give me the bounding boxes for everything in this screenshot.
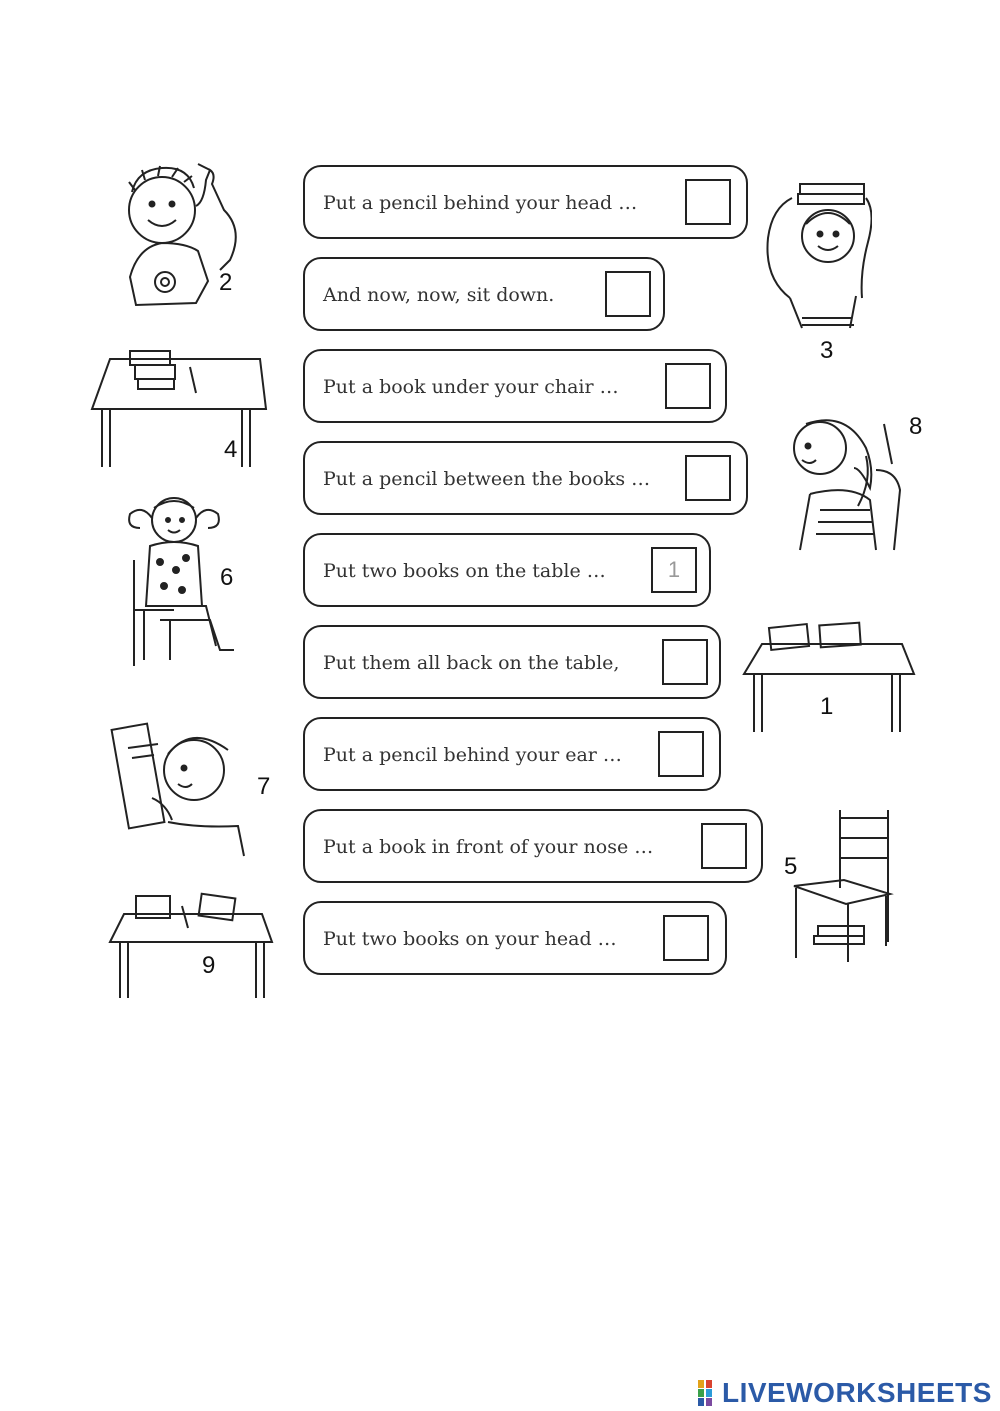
- sentence-text: Put two books on the table …: [323, 560, 606, 582]
- logo-text: LIVEWORKSHEETS: [722, 1377, 992, 1408]
- picture-number: 4: [224, 436, 238, 463]
- boy-pencil-head-illustration: [110, 162, 260, 307]
- sentence-text: Put a pencil between the books …: [323, 468, 651, 490]
- sentence-text: Put a pencil behind your ear …: [323, 744, 622, 766]
- picture-number: 1: [820, 693, 834, 720]
- sentence-text: Put a book in front of your nose …: [323, 836, 654, 858]
- answer-box[interactable]: [685, 455, 731, 501]
- sentence-row: [303, 165, 748, 239]
- sentence-row: [303, 441, 748, 515]
- sentence-text: Put two books on your head …: [323, 928, 617, 950]
- girl-pencil-ear-illustration: [780, 410, 910, 555]
- table-books-between-illustration: [108, 890, 278, 1005]
- sentence-text: Put them all back on the table,: [323, 652, 620, 674]
- chair-book-illustration: [790, 808, 902, 966]
- sentence-row: [303, 257, 665, 331]
- answer-box[interactable]: [665, 363, 711, 409]
- answer-box[interactable]: [663, 915, 709, 961]
- picture-number: 5: [784, 853, 798, 880]
- answer-box[interactable]: [605, 271, 651, 317]
- sentence-row: [303, 533, 711, 607]
- answer-box[interactable]: 1: [651, 547, 697, 593]
- sentence-row: [303, 625, 721, 699]
- picture-number: 9: [202, 952, 216, 979]
- sentence-row: [303, 717, 721, 791]
- sentence-row: [303, 901, 727, 975]
- boy-book-nose-illustration: [108, 718, 258, 858]
- sentence-text: And now, now, sit down.: [323, 284, 555, 306]
- answer-box[interactable]: [658, 731, 704, 777]
- sentence-row: [303, 809, 763, 883]
- sentence-text: Put a book under your chair …: [323, 376, 619, 398]
- picture-number: 6: [220, 564, 234, 591]
- picture-number: 8: [909, 413, 923, 440]
- sentence-text: Put a pencil behind your head …: [323, 192, 638, 214]
- answer-box[interactable]: [685, 179, 731, 225]
- picture-number: 2: [219, 269, 233, 296]
- answer-box[interactable]: [662, 639, 708, 685]
- answer-box[interactable]: [701, 823, 747, 869]
- table-books-pencil-illustration: [90, 343, 270, 473]
- liveworksheets-logo: [696, 1376, 992, 1410]
- liveworksheets-logo-icon: [696, 1378, 722, 1408]
- sentence-row: [303, 349, 727, 423]
- picture-number: 3: [820, 337, 834, 364]
- picture-number: 7: [257, 773, 271, 800]
- boy-books-head-illustration: [762, 178, 872, 333]
